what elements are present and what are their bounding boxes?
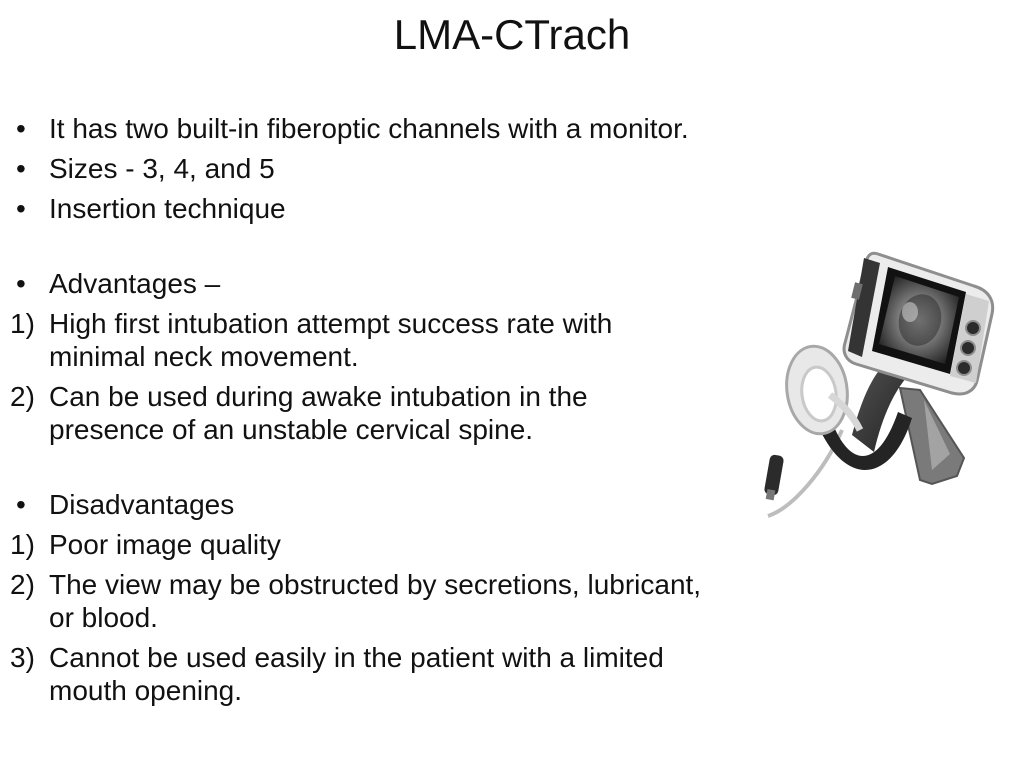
bullet-marker: • — [16, 193, 26, 224]
bullet-item — [10, 267, 710, 300]
slide-body — [10, 112, 710, 714]
numbered-item — [10, 528, 710, 561]
numbered-item — [10, 641, 710, 707]
bullet-marker: • — [16, 113, 26, 144]
section-spacer — [10, 232, 710, 267]
section-spacer — [10, 453, 710, 488]
number-marker: 3) — [10, 642, 35, 673]
number-marker: 1) — [10, 308, 35, 339]
bullet-item — [10, 488, 710, 521]
bullet-text: Sizes - 3, 4, and 5 — [49, 153, 275, 184]
numbered-text: High first intubation attempt success rate with minimal neck movement. — [49, 308, 613, 372]
bullet-item — [10, 192, 710, 225]
numbered-item — [10, 307, 710, 373]
bullet-marker: • — [16, 268, 26, 299]
bullet-text: Insertion technique — [49, 193, 286, 224]
bullet-marker: • — [16, 489, 26, 520]
numbered-text: Poor image quality — [49, 529, 281, 560]
bullet-item — [10, 152, 710, 185]
number-marker: 2) — [10, 381, 35, 412]
slide-title: LMA-CTrach — [393, 11, 631, 58]
number-marker: 1) — [10, 529, 35, 560]
bullet-text: Advantages – — [49, 268, 221, 299]
bullet-item — [10, 112, 710, 145]
numbered-text: Can be used during awake intubation in the presence of an unstable cervical spine. — [49, 381, 588, 445]
numbered-item — [10, 568, 710, 634]
numbered-text: Cannot be used easily in the patient with a limited mouth opening. — [49, 642, 664, 706]
numbered-item — [10, 380, 710, 446]
lma-ctrach-device-icon — [752, 240, 1004, 522]
bullet-marker: • — [16, 153, 26, 184]
bullet-text: It has two built-in fiberoptic channels with a monitor. — [49, 113, 689, 144]
number-marker: 2) — [10, 569, 35, 600]
numbered-text: The view may be obstructed by secretions, lubricant, or blood. — [49, 569, 702, 633]
bullet-text: Disadvantages — [49, 489, 235, 520]
